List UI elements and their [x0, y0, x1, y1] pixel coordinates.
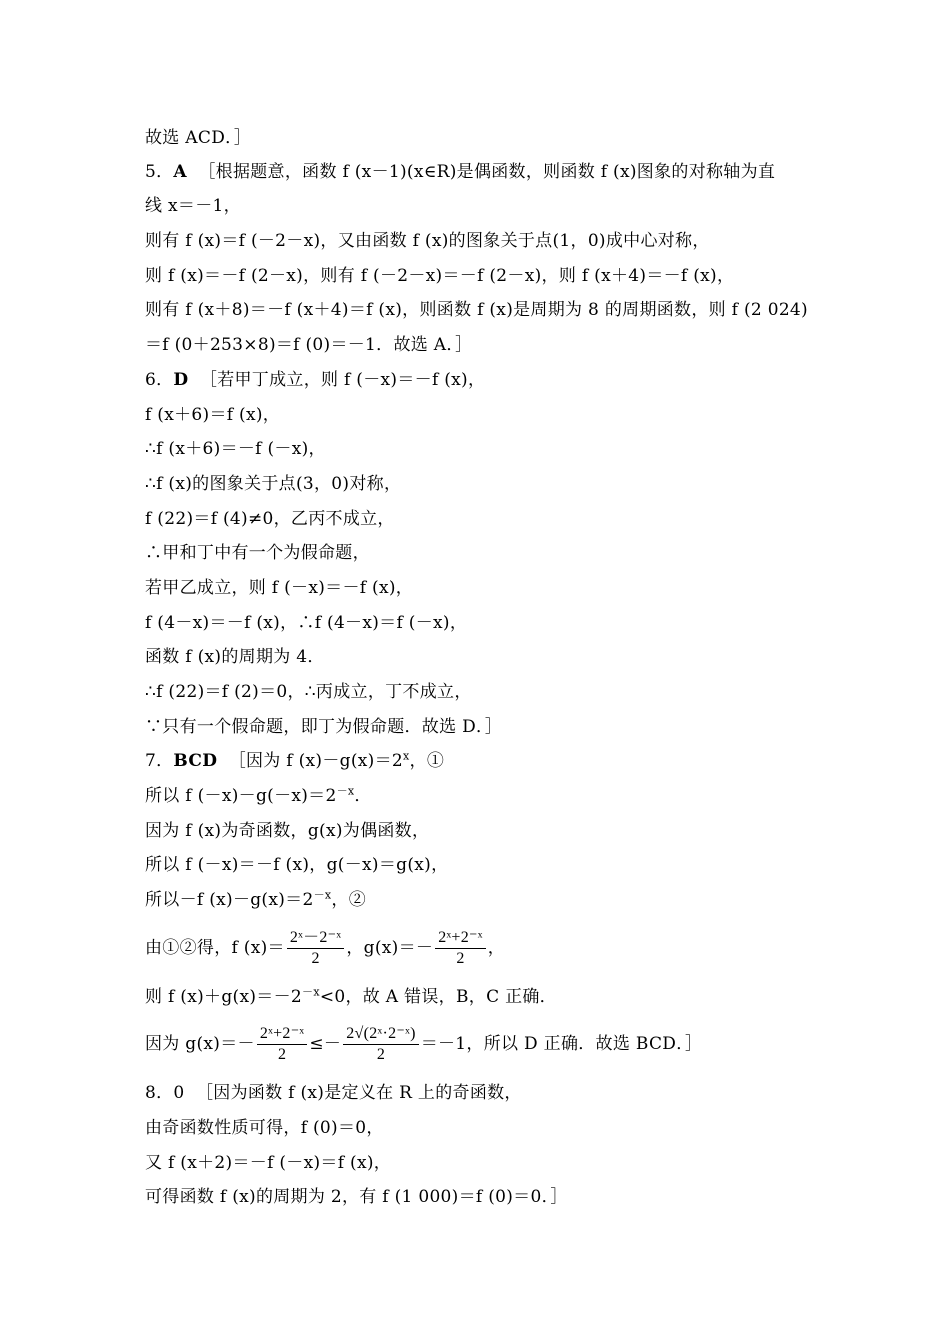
line-text: 则 f (x)＋g(x)＝－2 — [145, 987, 303, 1007]
line-text: ［因为函数 f (x)是定义在 R 上的奇函数， — [195, 1083, 522, 1103]
text-line — [145, 437, 815, 461]
fraction-numerator: 2ˣ－2⁻ˣ — [287, 928, 345, 949]
line-text: 函数 f (x)的周期为 4． — [145, 647, 325, 667]
line-text: 又 f (x＋2)＝－f (－x)＝f (x)， — [145, 1153, 392, 1173]
fraction-denominator: 2 — [277, 1046, 287, 1063]
question-5-heading — [145, 160, 815, 184]
fraction-g — [435, 928, 486, 969]
fraction-denominator: 2 — [376, 1046, 386, 1063]
line-text: 则有 f (x＋8)＝－f (x＋4)＝f (x)，则函数 f (x)是周期为 8 的周期函数，则 f (2 024) — [145, 300, 808, 320]
line-text: 因为 g(x)＝－ — [145, 1034, 255, 1054]
question-6-heading — [145, 368, 815, 392]
text-line — [145, 264, 815, 288]
text-line — [145, 819, 815, 843]
text-line — [145, 784, 815, 808]
line-text: ，② — [331, 890, 367, 910]
text-line — [145, 194, 815, 218]
text-line — [145, 229, 815, 253]
text-line — [145, 126, 815, 150]
line-text: 则 f (x)＝－f (2－x)，则有 f (－2－x)＝－f (2－x)，则 f (x＋4)＝－f (x)， — [145, 266, 735, 286]
question-number: 6． — [145, 370, 174, 390]
line-text: ∴f (x＋6)＝－f (－x)， — [145, 439, 326, 459]
question-number: 8． — [145, 1083, 174, 1103]
line-text: 所以－f (x)－g(x)＝2 — [145, 890, 314, 910]
text-line — [145, 853, 815, 877]
line-text: 则有 f (x)＝f (－2－x)，又由函数 f (x)的图象关于点(1，0)成中心对称， — [145, 231, 710, 251]
exponent: －x — [336, 784, 355, 798]
line-text: ＝f (0＋253×8)＝f (0)＝－1．故选 A．］ — [145, 335, 473, 355]
question-number: 5． — [145, 162, 174, 182]
text-line — [145, 715, 815, 739]
line-text: ， — [487, 938, 506, 958]
text-line — [145, 1116, 815, 1140]
text-line — [145, 507, 815, 531]
line-text: ＝－1，所以 D 正确．故选 BCD．］ — [420, 1034, 703, 1054]
text-line — [145, 298, 815, 322]
text-line — [145, 645, 815, 669]
text-line — [145, 541, 815, 565]
answer-label: BCD — [173, 751, 218, 771]
line-text: f (4－x)＝－f (x)，∴f (4－x)＝f (－x)， — [145, 613, 468, 633]
text-line — [145, 403, 815, 427]
fraction-line — [145, 1014, 815, 1074]
line-text: f (22)＝f (4)≠0，乙丙不成立， — [145, 509, 395, 529]
fraction-line — [145, 918, 815, 978]
answer-label: 0 — [173, 1083, 185, 1103]
text-line — [145, 333, 815, 357]
line-text: 所以 f (－x)－g(－x)＝2 — [145, 786, 337, 806]
exponent: －x — [302, 985, 320, 999]
line-text: ，① — [409, 751, 445, 771]
answer-label: D — [173, 370, 189, 390]
text-line — [145, 611, 815, 635]
text-line — [145, 680, 815, 704]
line-text: ∴f (22)＝f (2)＝0，∴丙成立，丁不成立， — [145, 682, 472, 702]
text-line — [145, 472, 815, 496]
fraction-f — [287, 928, 345, 969]
line-text: <0，故 A 错误，B，C 正确． — [319, 987, 557, 1007]
line-text: ［因为 f (x)－g(x)＝2 — [228, 751, 404, 771]
line-text: 因为 f (x)为奇函数，g(x)为偶函数， — [145, 821, 430, 841]
text-line — [145, 888, 815, 912]
line-text: 由①②得，f (x)＝ — [145, 938, 285, 958]
line-text: ［若甲丁成立，则 f (－x)＝－f (x)， — [199, 370, 486, 390]
line-text: ． — [354, 786, 372, 806]
exponent: x — [403, 749, 410, 763]
fraction-numerator: 2ˣ+2⁻ˣ — [257, 1024, 308, 1045]
fraction-sqrt — [343, 1024, 418, 1065]
text-line — [145, 1185, 815, 1209]
answer-label: A — [173, 162, 187, 182]
text-line — [145, 576, 815, 600]
question-8-heading — [145, 1081, 815, 1105]
line-text: 故选 ACD．］ — [145, 128, 252, 148]
line-text: ∴f (x)的图象关于点(3，0)对称， — [145, 474, 402, 494]
line-text: 所以 f (－x)＝－f (x)，g(－x)＝g(x)， — [145, 855, 449, 875]
line-text: 可得函数 f (x)的周期为 2，有 f (1 000)＝f (0)＝0．］ — [145, 1187, 568, 1207]
question-number: 7． — [145, 751, 174, 771]
line-text: ∴甲和丁中有一个为假命题， — [145, 543, 370, 563]
line-text: ［根据题意，函数 f (x－1)(x∈R)是偶函数，则函数 f (x)图象的对称轴为直 — [198, 162, 776, 182]
fraction-numerator: 2ˣ+2⁻ˣ — [435, 928, 486, 949]
exponent: －x — [313, 888, 332, 902]
fraction-denominator: 2 — [456, 950, 465, 967]
fraction-denominator: 2 — [311, 950, 320, 967]
fraction-g — [257, 1024, 308, 1065]
line-text: 线 x＝－1， — [145, 196, 241, 216]
question-7-heading — [145, 749, 815, 773]
text-line — [145, 985, 815, 1009]
line-text: ≤－ — [309, 1034, 342, 1054]
text-line — [145, 1151, 815, 1175]
line-text: 由奇函数性质可得，f (0)＝0， — [145, 1118, 384, 1138]
line-text: ∵只有一个假命题，即丁为假命题．故选 D．］ — [145, 717, 503, 737]
line-text: 若甲乙成立，则 f (－x)＝－f (x)， — [145, 578, 414, 598]
fraction-numerator: 2√(2ˣ·2⁻ˣ) — [343, 1024, 418, 1045]
line-text: ，g(x)＝－ — [346, 938, 434, 958]
line-text: f (x＋6)＝f (x)， — [145, 405, 281, 425]
